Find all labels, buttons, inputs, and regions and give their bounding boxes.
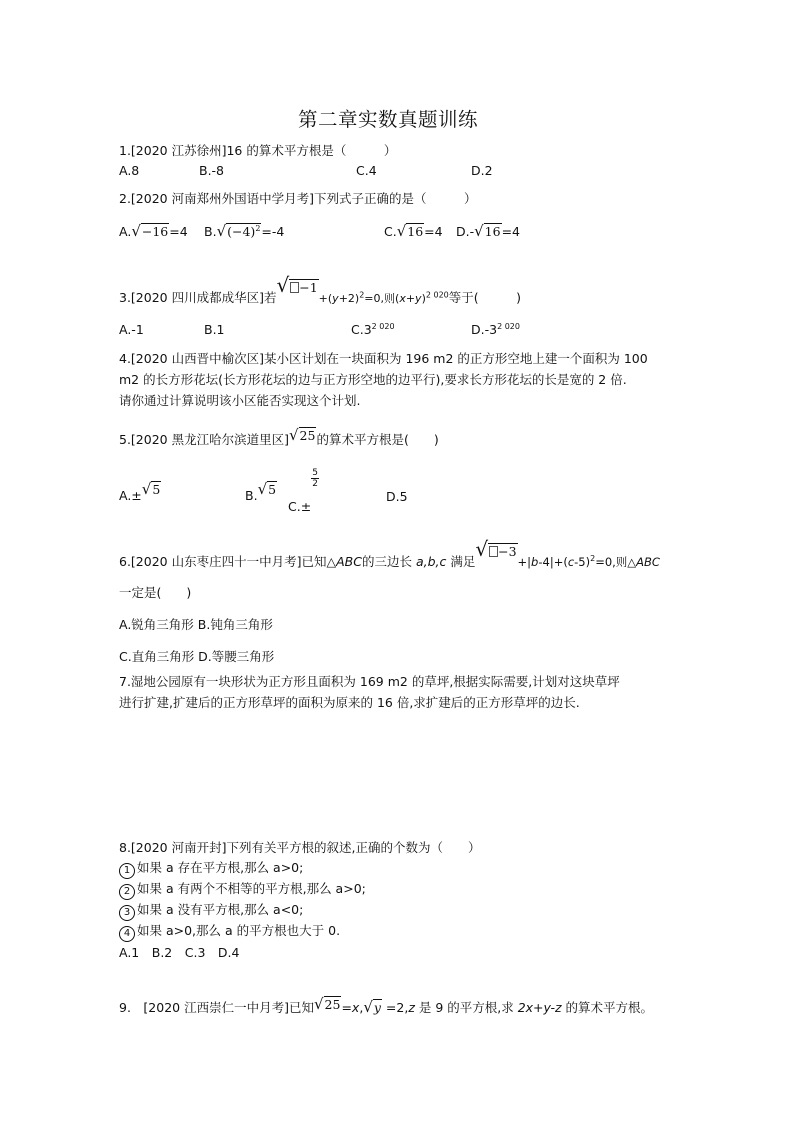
q3-text-2: +2) bbox=[338, 292, 360, 305]
q3-option-d bbox=[471, 322, 520, 337]
q9-post: 的算术平方根。 bbox=[561, 1000, 654, 1015]
q2-a-radical: √−16 bbox=[131, 222, 169, 240]
q6-exp: 2 bbox=[590, 554, 596, 564]
q1-option-a: A.8 bbox=[119, 163, 140, 178]
q9-var-x: x bbox=[351, 1000, 360, 1015]
q8-statement-1 bbox=[119, 858, 303, 879]
q9-radical-1: √25 bbox=[313, 995, 341, 1013]
q5-b-radical: √5 bbox=[257, 480, 277, 498]
q8-options: A.1 B.2 C.3 D.4 bbox=[119, 945, 240, 960]
q5-b-label: B. bbox=[245, 488, 258, 503]
q5-c-label: C.± bbox=[288, 499, 312, 514]
q3-text-4: ) bbox=[421, 292, 426, 305]
question-6-line-2: 一定是( ) bbox=[119, 585, 192, 600]
q6-post-4: =0,则△ bbox=[595, 555, 637, 569]
q5-a-radical: √5 bbox=[141, 480, 161, 498]
q3-option-c bbox=[351, 322, 395, 337]
q3-d-base: D.-3 bbox=[471, 322, 498, 338]
question-4-line-2: m2 的长方形花坛(长方形花坛的边与正方形空地的边平行),要求长方形花坛的长是宽的 2 倍. bbox=[119, 372, 627, 387]
question-4-line-3: 请你通过计算说明该小区能否实现这个计划. bbox=[119, 393, 361, 408]
q2-c-radical: √16 bbox=[396, 222, 424, 240]
q9-radical-2: √y bbox=[363, 998, 381, 1016]
q2-a-radicand: −16 bbox=[141, 224, 169, 239]
q8-statement-2 bbox=[119, 879, 366, 900]
q6-mid-1: 的三边长 bbox=[361, 554, 416, 569]
q8-statement-2-text: 如果 a 有两个不相等的平方根,那么 a>0; bbox=[137, 881, 366, 896]
q5-c-numerator: 5 bbox=[312, 468, 318, 478]
q6-vars: a,b,c bbox=[415, 554, 447, 569]
q2-d-radicand: 16 bbox=[484, 224, 501, 239]
question-7-line-2: 进行扩建,扩建后的正方形草坪的面积为原来的 16 倍,求扩建后的正方形草坪的边长. bbox=[119, 695, 580, 710]
q9-mid: 是 9 的平方根,求 bbox=[414, 1000, 518, 1015]
q3-radical-tail: −1 bbox=[299, 280, 318, 295]
q5-b-radicand: 5 bbox=[268, 482, 277, 497]
missing-glyph-icon bbox=[489, 546, 498, 557]
question-5-stem bbox=[119, 426, 439, 448]
q3-plus: + bbox=[405, 292, 416, 305]
question-6-stem bbox=[119, 537, 660, 570]
q2-c-label: C. bbox=[384, 224, 397, 239]
q3-text-1: +( bbox=[318, 292, 333, 305]
q5-option-b bbox=[245, 480, 277, 503]
q5-c-denominator: 2 bbox=[312, 479, 318, 489]
q3-option-a: A.-1 bbox=[119, 322, 144, 337]
q2-c-radicand: 16 bbox=[407, 224, 424, 239]
q2-c-result: =4 bbox=[424, 224, 443, 239]
q2-b-label: B. bbox=[204, 224, 217, 239]
q9-radicand-1: 25 bbox=[324, 997, 341, 1012]
q5-option-a bbox=[119, 480, 161, 503]
q3-c-exp: 2 020 bbox=[371, 322, 395, 331]
circled-number-1-icon: 1 bbox=[119, 863, 135, 879]
q8-statement-4 bbox=[119, 921, 340, 942]
q3-exp-2: 2 bbox=[359, 290, 365, 300]
q3-var-y: y bbox=[332, 292, 339, 305]
question-9-stem bbox=[119, 995, 653, 1016]
q9-radicand-2: y bbox=[373, 1000, 381, 1015]
question-4-line-1: 4.[2020 山西晋中榆次区]某小区计划在一块面积为 196 m2 的正方形空地上建一个面积为 100 bbox=[119, 351, 648, 366]
page-title: 第二章实数真题训练 bbox=[298, 108, 479, 131]
q5-stem-post: 的算术平方根是( ) bbox=[316, 432, 439, 447]
q5-c-fraction bbox=[311, 468, 319, 489]
q2-d-result: =4 bbox=[501, 224, 521, 239]
q8-statement-4-text: 如果 a>0,那么 a 的平方根也大于 0. bbox=[137, 923, 341, 938]
q2-d-label: D.- bbox=[456, 224, 475, 239]
q3-radical: √ −1 bbox=[276, 273, 318, 297]
q2-b-radical: $√(-4)^2$ bbox=[216, 222, 261, 240]
q6-triangle-abc: ABC bbox=[336, 554, 362, 569]
q3-var-y2: y bbox=[415, 292, 422, 305]
q5-a-radicand: 5 bbox=[152, 482, 161, 497]
q1-option-b: B.-8 bbox=[199, 163, 225, 178]
q6-options-row-2: C.直角三角形 D.等腰三角形 bbox=[119, 649, 275, 664]
q6-triangle-abc-2: ABC bbox=[636, 555, 660, 569]
q3-text-5: 等于( ) bbox=[448, 290, 522, 305]
q3-var-x: x bbox=[399, 292, 406, 305]
q3-text-3: =0,则( bbox=[364, 292, 400, 305]
missing-glyph-icon bbox=[290, 282, 299, 293]
q2-option-d bbox=[456, 222, 520, 240]
q5-option-d: D.5 bbox=[386, 489, 408, 504]
question-1-stem: 1.[2020 江苏徐州]16 的算术平方根是（ ） bbox=[119, 143, 397, 158]
q9-eq-2: =2, bbox=[381, 1000, 409, 1015]
q9-pre: 9. [2020 江西崇仁一中月考]已知 bbox=[119, 1000, 314, 1015]
q5-option-c bbox=[288, 468, 319, 514]
q2-d-radical: √16 bbox=[474, 222, 501, 240]
q2-b-exponent: 2 bbox=[255, 223, 261, 233]
q6-post-1: +| bbox=[517, 555, 532, 569]
q2-b-result: =-4 bbox=[261, 224, 285, 239]
q3-stem-pre: 3.[2020 四川成都成华区]若 bbox=[119, 290, 277, 305]
question-8-stem: 8.[2020 河南开封]下列有关平方根的叙述,正确的个数为（ ） bbox=[119, 840, 481, 855]
q6-radical: √ −3 bbox=[475, 537, 517, 561]
q2-option-a bbox=[119, 222, 188, 240]
q9-eq-1: = bbox=[341, 1000, 352, 1015]
q5-radicand: 25 bbox=[299, 428, 316, 443]
q2-b-radicand: (−4) bbox=[227, 224, 256, 239]
q5-stem-pre: 5.[2020 黑龙江哈尔滨道里区] bbox=[119, 432, 289, 447]
q8-statement-1-text: 如果 a 存在平方根,那么 a>0; bbox=[137, 860, 304, 875]
question-7-line-1: 7.湿地公园原有一块形状为正方形且面积为 169 m2 的草坪,根据实际需要,计划对这块草坪 bbox=[119, 674, 620, 689]
q6-var-c: c bbox=[567, 555, 575, 569]
q6-var-b: b bbox=[531, 555, 539, 569]
q5-a-label: A.± bbox=[119, 488, 142, 503]
q2-a-label: A. bbox=[119, 224, 132, 239]
q3-exp-2020: 2 020 bbox=[425, 290, 449, 300]
q1-option-c: C.4 bbox=[356, 163, 377, 178]
question-2-stem: 2.[2020 河南郑州外国语中学月考]下列式子正确的是（ ） bbox=[119, 191, 477, 206]
q5-radical: √25 bbox=[288, 426, 316, 444]
circled-number-2-icon: 2 bbox=[119, 884, 135, 900]
q9-expression: 2x+y-z bbox=[517, 1000, 562, 1015]
q3-c-base: C.3 bbox=[351, 322, 372, 338]
q6-mid-2: 满足 bbox=[446, 554, 476, 569]
q6-options-row-1: A.锐角三角形 B.钝角三角形 bbox=[119, 617, 273, 632]
q6-radical-tail: −3 bbox=[498, 544, 517, 559]
q1-option-d: D.2 bbox=[471, 163, 493, 178]
q2-option-b bbox=[204, 222, 284, 240]
q3-option-b: B.1 bbox=[204, 322, 225, 337]
q6-stem-pre: 6.[2020 山东枣庄四十一中月考]已知△ bbox=[119, 554, 337, 569]
q9-var-z: z bbox=[408, 1000, 415, 1015]
q8-statement-3-text: 如果 a 没有平方根,那么 a<0; bbox=[137, 902, 304, 917]
q2-option-c bbox=[384, 222, 443, 240]
q6-post-3: -5) bbox=[574, 555, 591, 569]
q9-sep: , bbox=[359, 1000, 364, 1015]
circled-number-3-icon: 3 bbox=[119, 905, 135, 921]
q3-d-exp: 2 020 bbox=[497, 322, 520, 331]
circled-number-4-icon: 4 bbox=[119, 926, 135, 942]
q2-a-result: =4 bbox=[169, 224, 188, 239]
q6-post-2: -4|+( bbox=[538, 555, 568, 569]
q8-statement-3 bbox=[119, 900, 303, 921]
question-3-stem bbox=[119, 273, 521, 306]
